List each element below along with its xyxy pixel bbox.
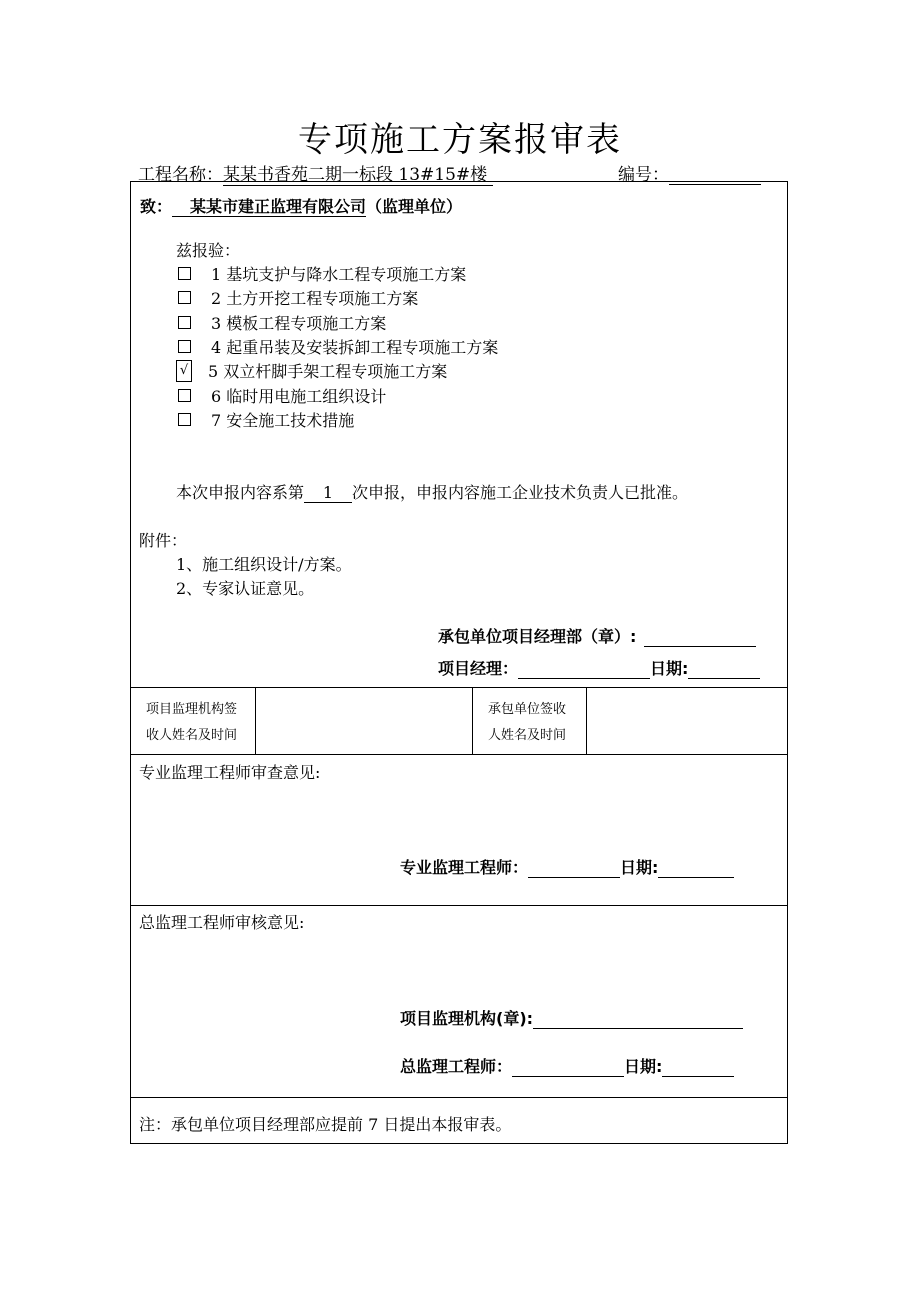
checklist-item-label: 4 起重吊装及安装拆卸工程专项施工方案: [211, 337, 499, 357]
contractor-receiver-label: [488, 697, 566, 749]
supervisor-receiver-label: [146, 697, 237, 749]
contractor-receiver-line1: 承包单位签收: [488, 702, 567, 717]
attachment-item: 2、专家认证意见。: [176, 579, 315, 598]
checklist-item: [178, 286, 418, 309]
supervision-org-seal: [400, 1006, 743, 1029]
addressee: [140, 194, 462, 217]
attachments-label: 附件：: [139, 531, 188, 550]
checklist-item-label: 2 土方开挖工程专项施工方案: [211, 289, 419, 309]
submit-label: 兹报验：: [176, 241, 241, 260]
to-label: 致：: [140, 197, 173, 216]
checklist-item-label: 1 基坑支护与降水工程专项施工方案: [211, 265, 467, 284]
chief-date-label: 日期:: [624, 1057, 663, 1076]
checkbox-icon[interactable]: [178, 389, 191, 402]
checkbox-icon[interactable]: [178, 340, 191, 353]
engineer-review-label: 专业监理工程师审查意见:: [139, 763, 321, 782]
contractor-dept-signature: [438, 624, 756, 647]
checklist-item-label: 6 临时用电施工组织设计: [211, 386, 387, 406]
project-manager-signature: [438, 656, 760, 679]
submission-statement: [176, 480, 688, 503]
supervisor-company: 某某市建正监理有限公司: [172, 197, 366, 217]
page-title: 专项施工方案报审表: [298, 120, 622, 160]
supervisor-receiver-line2: 收人姓名及时间: [146, 728, 238, 743]
project-label: 工程名称：: [138, 165, 223, 185]
checklist-item: [178, 311, 386, 334]
col-divider-3: [586, 687, 587, 754]
chief-review-label: 总监理工程师审核意见:: [139, 913, 305, 932]
to-suffix: （监理单位）: [366, 197, 463, 216]
engineer-date-label: 日期:: [620, 858, 659, 877]
manager-date-label: 日期:: [650, 659, 689, 678]
checklist-item-label: 7 安全施工技术措施: [211, 410, 355, 430]
divider-sign-top: [131, 687, 787, 688]
engineer-signature: [400, 855, 734, 878]
col-divider-1: [255, 687, 256, 754]
checklist-item: [178, 408, 354, 431]
checklist-item: [178, 262, 466, 285]
chief-signature: [400, 1054, 734, 1077]
checklist-item: [178, 384, 386, 407]
supervisor-receiver-line1: 项目监理机构签: [146, 702, 238, 717]
checked-box-icon[interactable]: √: [176, 360, 192, 382]
divider-chief-bottom: [131, 1097, 787, 1098]
checklist-item: [178, 335, 498, 358]
chief-signer-label: 总监理工程师：: [400, 1057, 513, 1076]
checkbox-icon[interactable]: [178, 267, 191, 280]
checklist-item: [178, 359, 447, 384]
submission-suffix: 次申报，申报内容施工企业技术负责人已批准。: [352, 483, 689, 502]
col-divider-2: [472, 687, 473, 754]
attachment-item: 1、施工组织设计/方案。: [176, 555, 352, 574]
contractor-dept-label: 承包单位项目经理部（章）:: [438, 627, 637, 646]
contractor-receiver-line2: 人姓名及时间: [488, 728, 567, 743]
checkbox-icon[interactable]: [178, 291, 191, 304]
engineer-signer-label: 专业监理工程师：: [400, 858, 529, 877]
number-label: 编号：: [618, 165, 669, 185]
project-name: 某某书香苑二期一标段 13#15#楼: [223, 165, 493, 186]
footnote: 注：承包单位项目经理部应提前 7 日提出本报审表。: [139, 1115, 512, 1134]
divider-engineer-bottom: [131, 905, 787, 906]
supervision-org-label: 项目监理机构(章):: [400, 1009, 534, 1028]
manager-date-blank: [688, 660, 760, 679]
chief-signer-blank: [512, 1058, 624, 1077]
engineer-date-blank: [658, 859, 734, 878]
engineer-signer-blank: [528, 859, 620, 878]
project-manager-label: 项目经理：: [438, 659, 519, 678]
checklist-item-label: 3 模板工程专项施工方案: [211, 313, 387, 333]
submission-prefix: 本次申报内容系第: [176, 483, 305, 502]
project-manager-blank: [518, 660, 650, 679]
contractor-dept-blank: [644, 628, 756, 647]
supervision-org-blank: [533, 1010, 743, 1029]
checkbox-icon[interactable]: [178, 316, 191, 329]
checklist-item-label: 5 双立杆脚手架工程专项施工方案: [208, 362, 448, 382]
submission-count: 1: [304, 483, 352, 503]
chief-date-blank: [662, 1058, 734, 1077]
divider-sign-bottom: [131, 754, 787, 755]
checkbox-icon[interactable]: [178, 413, 191, 426]
